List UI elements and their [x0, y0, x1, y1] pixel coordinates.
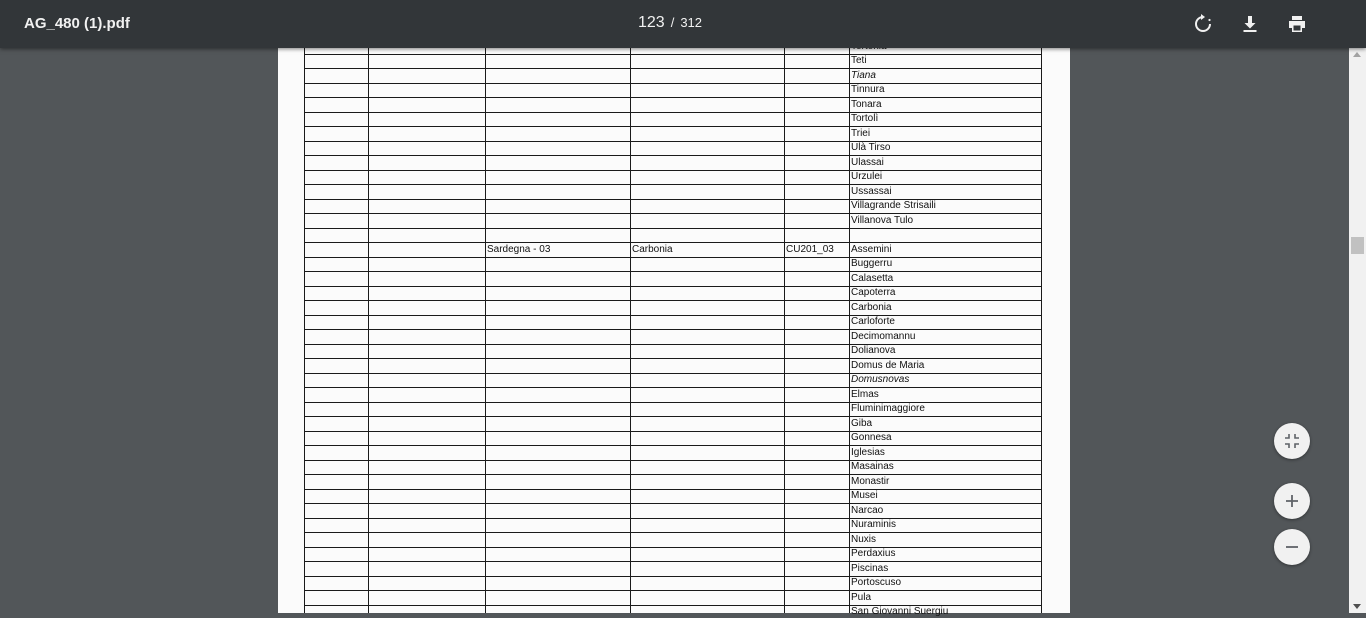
- table-row-border: [304, 126, 1042, 127]
- table-row-border: [304, 286, 1042, 287]
- pdf-page: [278, 48, 1070, 617]
- table-row-border: [304, 242, 1042, 243]
- table-cell: CU201_03: [786, 243, 834, 255]
- scroll-up-arrow-icon[interactable]: [1353, 52, 1361, 57]
- scroll-down-arrow-icon[interactable]: [1353, 604, 1361, 609]
- table-column-border: [1041, 48, 1042, 613]
- table-row-border: [304, 300, 1042, 301]
- table-row-border: [304, 576, 1042, 577]
- fit-page-icon: [1283, 432, 1301, 450]
- table-cell: Urzulei: [851, 171, 883, 182]
- download-icon: [1238, 12, 1262, 36]
- table-cell: Sardegna - 03: [487, 243, 551, 255]
- table-cell: Giba: [851, 417, 873, 429]
- table-cell: Carbonia: [851, 301, 892, 313]
- table-cell: Tinnura: [851, 84, 885, 95]
- table-cell: Masainas: [851, 461, 894, 472]
- scroll-thumb[interactable]: [1351, 237, 1364, 254]
- rotate-button[interactable]: [1191, 12, 1215, 36]
- table-cell: Tonara: [851, 98, 882, 110]
- table-row-border: [304, 68, 1042, 69]
- table-cell: Decimomannu: [851, 330, 916, 342]
- table-row-border: [304, 97, 1042, 98]
- table-cell: Calasetta: [851, 272, 894, 284]
- table-row-border: [304, 271, 1042, 272]
- table-row-border: [304, 329, 1042, 330]
- table-column-border: [304, 48, 305, 613]
- table-row-border: [304, 503, 1042, 504]
- table-column-border: [784, 48, 785, 613]
- vertical-scrollbar[interactable]: [1349, 48, 1366, 613]
- table-row-border: [304, 387, 1042, 388]
- table-cell: Assemini: [851, 243, 892, 255]
- rotate-icon: [1191, 12, 1215, 36]
- zoom-out-icon: [1283, 538, 1301, 556]
- table-cell: Villanova Tulo: [851, 214, 914, 226]
- fit-to-page-button[interactable]: [1274, 423, 1310, 459]
- table-row-border: [304, 213, 1042, 214]
- table-cell: Capoterra: [851, 287, 896, 298]
- table-cell: Domus de Maria: [851, 359, 925, 371]
- print-button[interactable]: [1285, 12, 1309, 36]
- table-cell: Carbonia: [632, 243, 673, 255]
- download-button[interactable]: [1238, 12, 1262, 36]
- table-cell: Piscinas: [851, 562, 889, 574]
- table-row-border: [304, 518, 1042, 519]
- table-row-border: [304, 112, 1042, 113]
- table-row-border: [304, 184, 1042, 185]
- table-cell: Ulà Tirso: [851, 142, 891, 153]
- table-row-border: [304, 590, 1042, 591]
- table-row-border: [304, 402, 1042, 403]
- table-column-border: [485, 48, 486, 613]
- table-cell: Ulassai: [851, 156, 884, 168]
- table-cell: Teti: [851, 55, 867, 66]
- table-cell: Elmas: [851, 388, 879, 400]
- table-cell: Carloforte: [851, 316, 895, 327]
- table-row-border: [304, 257, 1042, 258]
- table-row-border: [304, 416, 1042, 417]
- table-cell: Perdaxius: [851, 548, 896, 559]
- table-row-border: [304, 373, 1042, 374]
- table-cell: Ussassai: [851, 185, 892, 197]
- table-row-border: [304, 54, 1042, 55]
- table-cell: Domusnovas: [851, 374, 910, 385]
- table-column-border: [368, 48, 369, 613]
- zoom-in-icon: [1283, 492, 1301, 510]
- table-row-border: [304, 474, 1042, 475]
- current-page-input[interactable]: 123: [638, 14, 665, 31]
- document-title: AG_480 (1).pdf: [24, 15, 130, 32]
- table-cell: Musei: [851, 490, 878, 501]
- table-row-border: [304, 315, 1042, 316]
- table-column-border: [630, 48, 631, 613]
- table-row-border: [304, 141, 1042, 142]
- table-row-border: [304, 83, 1042, 84]
- table-row-border: [304, 155, 1042, 156]
- table-row-border: [304, 489, 1042, 490]
- table-cell: San Giovanni Suergiu: [851, 606, 949, 617]
- table-cell: Pula: [851, 591, 872, 603]
- table-row-border: [304, 358, 1042, 359]
- table-row-border: [304, 170, 1042, 171]
- table-row-border: [304, 547, 1042, 548]
- table-row-border: [304, 228, 1042, 229]
- table-cell: Nuxis: [851, 533, 877, 545]
- table-cell: Tiana: [851, 69, 876, 81]
- table-cell: Villagrande Strisaili: [851, 200, 936, 211]
- table-row-border: [304, 431, 1042, 432]
- table-cell: Dolianova: [851, 345, 896, 356]
- table-cell: Monastir: [851, 475, 890, 487]
- table-cell: Triei: [851, 127, 871, 139]
- pdf-toolbar: [0, 0, 1366, 48]
- table-cell: Iglesias: [851, 446, 885, 458]
- table-row-border: [304, 561, 1042, 562]
- table-cell: Buggerru: [851, 258, 893, 269]
- document-table: [304, 48, 1042, 617]
- table-row-border: [304, 344, 1042, 345]
- table-cell: Portoscuso: [851, 577, 902, 588]
- table-row-border: [304, 532, 1042, 533]
- document-viewer[interactable]: [0, 48, 1366, 617]
- table-cell: Narcao: [851, 504, 884, 516]
- table-row-border: [304, 445, 1042, 446]
- zoom-in-button[interactable]: [1274, 483, 1310, 519]
- table-row-border: [304, 460, 1042, 461]
- table-cell: Gonnesa: [851, 432, 892, 443]
- zoom-out-button[interactable]: [1274, 529, 1310, 565]
- table-cell: Fluminimaggiore: [851, 403, 925, 414]
- table-column-border: [849, 48, 850, 613]
- table-cell: Nuraminis: [851, 519, 897, 530]
- total-pages: 312: [680, 15, 703, 30]
- page-separator: /: [670, 15, 675, 30]
- table-cell: Tortolì: [851, 113, 879, 124]
- page-indicator: [638, 14, 702, 32]
- print-icon: [1285, 12, 1309, 36]
